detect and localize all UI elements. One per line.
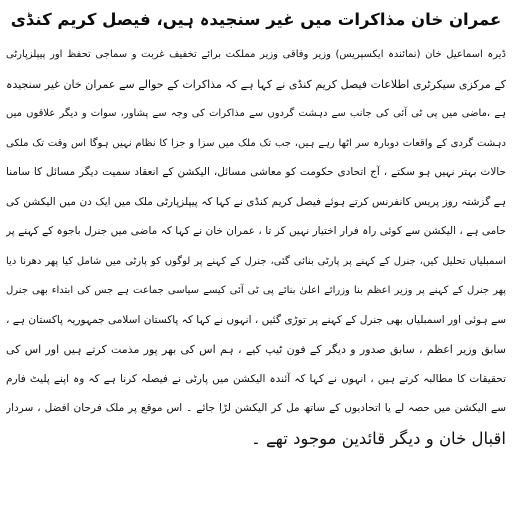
article-line: حامی ہے ، الیکشن سے کوئی راہ فرار اختیار نہیں کر تا ، عمران خان نے کہا کہ ماضی میں جنرل باجوہ کے کہنے پر [6, 225, 506, 237]
article-line: سے ہوئی اور اسمبلیاں بھی جنرل کے کہنے پر توڑی گئیں ، انہوں نے کہا کہ پاکستان اسلامی جمہوریہ پاکستان ہے ، [6, 313, 506, 326]
article-line: دہشت گردی کے واقعات دوبارہ سر اٹھا رہے ہیں، جب تک ملک میں سزا و جزا کا نظام نہیں ہوگا اس وقت تک ملکی [6, 137, 506, 149]
article-line-last: اقبال خان و دیگر قائدین موجود تھے ۔ [251, 428, 506, 448]
article-line: سابق وزیر اعظم ، سابق صدور و دیگر کے فون ٹیپ کیے ، ہم اس کی بھر پور مذمت کرتے ہیں اور اس کی [6, 343, 506, 356]
article-line: تحقیقات کا مطالبہ کرتے ہیں ، انہوں نے کہا کہ آئندہ الیکشن میں پارٹی نے فیصلہ کرنا ہے کہ وہ اپنے پلیٹ فارم [6, 372, 506, 385]
article-line: ڈیرہ اسماعیل خان (نمائندہ ایکسپریس) وزیر وفاقی وزیر مملکت برائے تخفیف غربت و سماجی تحفظ اور پیپلزپارٹی [6, 49, 506, 60]
article-line: اسمبلیاں تحلیل کیں، جنرل کے کہنے پر پارٹی بنائی گئی، جنرل کے کہنے پر لوگوں کو پارٹی میں شامل کیا پھر دھرنا دیا [6, 255, 506, 267]
article-line: سے الیکشن میں حصہ لے یا اتحادیوں کے ساتھ مل کر الیکشن لڑا جائے ۔ اس موقع پر ملک فرحان افضل ، سردار [6, 402, 506, 414]
article-body [6, 40, 506, 526]
article-line: ہے گزشتہ روز پریس کانفرنس کرتے ہوئے فیصل کریم کنڈی نے کہا کہ پیپلزپارٹی ملک میں ایک دن میں الیکشن کی [6, 195, 506, 208]
article-line: کے مرکزی سیکرٹری اطلاعات فیصل کریم کنڈی نے کہا ہے کہ مذاکرات کے حوالے سے عمران خان غیر سنجیدہ [6, 77, 506, 91]
article-line: ہے ،ماضی میں پی ٹی آئی کی جانب سے دہشت گردوں سے مذاکرات کی وجہ سے پشاور، سوات و دیگر علاقوں میں [6, 108, 506, 119]
article-line: حالات بہتر نہیں ہو سکتے ، آج اتحادی حکومت کو معاشی مسائل، الیکشن کے انعقاد سمیت دیگر مسائل کا سامنا [6, 166, 506, 178]
headline: عمران خان مذاکرات میں غیر سنجیدہ ہیں، فیصل کریم کنڈی [10, 10, 502, 29]
article-line: پھر جنرل کے کہنے پر وزیر اعظم بنا وزرائے اعلیٰ بنائے پی ٹی آئی کیسے سیاسی جماعت ہے جس کی ابتداء بھی جنرل [6, 285, 506, 296]
